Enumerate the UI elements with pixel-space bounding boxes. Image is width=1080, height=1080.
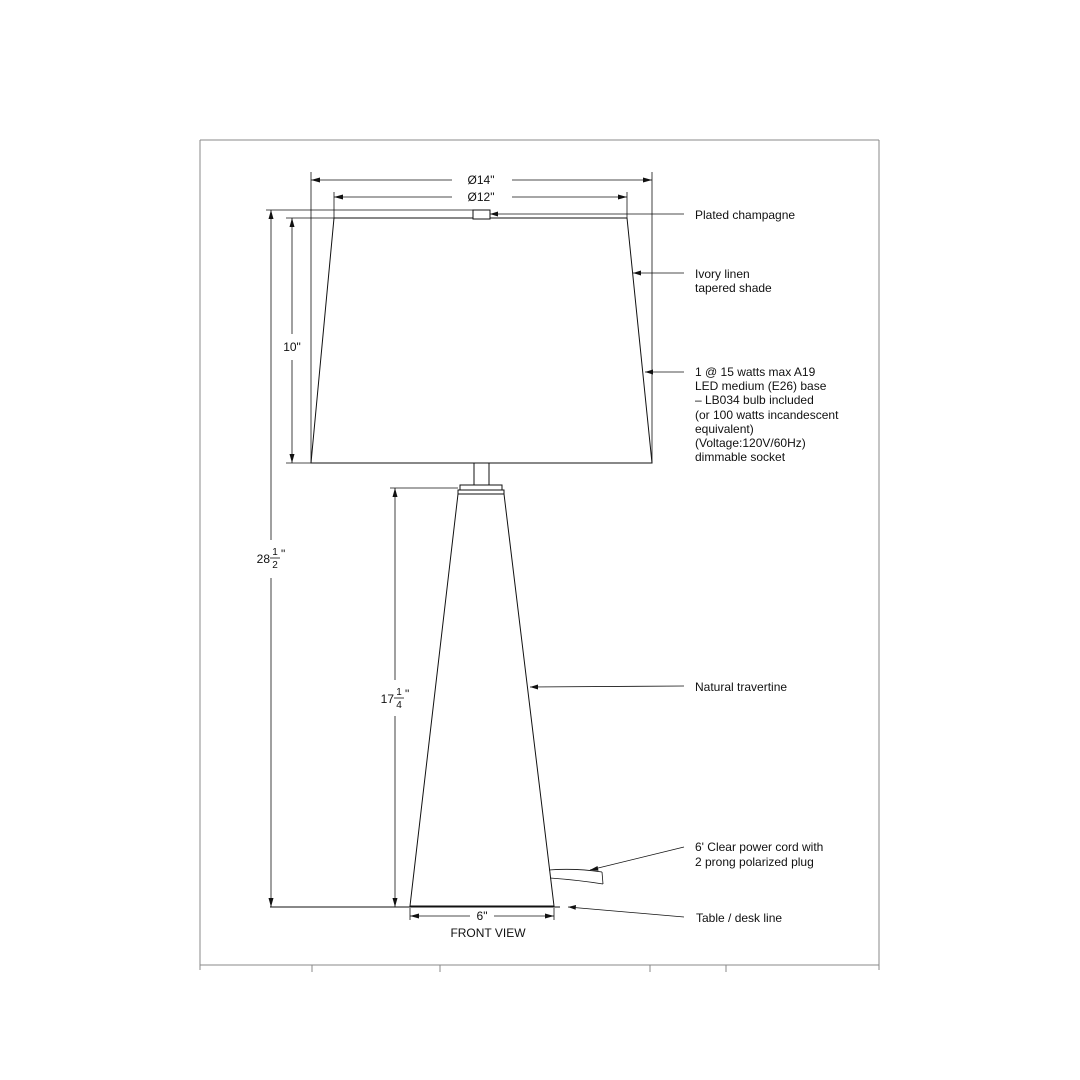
svg-text:6' Clear power cord with: 6' Clear power cord with xyxy=(695,840,824,854)
power-cord xyxy=(549,869,603,884)
callout-body: Natural travertine xyxy=(695,680,788,694)
callout-shade xyxy=(695,267,772,295)
dimension-shade-height-label: 10" xyxy=(283,340,301,354)
svg-text:2 prong polarized plug: 2 prong polarized plug xyxy=(695,855,814,869)
view-label: FRONT VIEW xyxy=(450,926,526,940)
svg-text:equivalent): equivalent) xyxy=(695,422,754,436)
callout-table-line: Table / desk line xyxy=(696,911,783,925)
dimension-base-height-label xyxy=(381,687,410,711)
lamp-body xyxy=(410,494,554,906)
svg-text:": " xyxy=(281,547,286,561)
svg-text:tapered shade: tapered shade xyxy=(695,281,772,295)
dimension-shade-top-diameter-label: Ø12" xyxy=(467,190,495,204)
svg-text:17: 17 xyxy=(380,692,394,706)
svg-text:– LB034 bulb included: – LB034 bulb included xyxy=(695,393,814,407)
svg-text:": " xyxy=(405,687,410,701)
lamp-neck xyxy=(458,463,504,494)
dimension-overall-height-label xyxy=(257,547,286,571)
svg-text:2: 2 xyxy=(272,560,278,571)
dimension-base-width-label: 6" xyxy=(476,909,488,923)
svg-text:1 @ 15 watts max A19: 1 @ 15 watts max A19 xyxy=(695,365,816,379)
dimension-shade-bottom-diameter-label: Ø14" xyxy=(467,173,495,187)
svg-text:dimmable socket: dimmable socket xyxy=(695,450,786,464)
callout-finial: Plated champagne xyxy=(695,208,796,222)
svg-text:28: 28 xyxy=(256,552,270,566)
callout-bulb xyxy=(695,365,839,464)
finial xyxy=(473,210,490,219)
svg-text:(Voltage:120V/60Hz): (Voltage:120V/60Hz) xyxy=(695,436,806,450)
svg-text:1: 1 xyxy=(272,547,278,558)
svg-text:4: 4 xyxy=(396,700,402,711)
svg-text:Ivory linen: Ivory linen xyxy=(695,267,750,281)
svg-text:1: 1 xyxy=(396,687,402,698)
svg-text:(or 100 watts incandescent: (or 100 watts incandescent xyxy=(695,408,839,422)
callout-cord xyxy=(695,840,823,869)
svg-text:LED medium (E26) base: LED medium (E26) base xyxy=(695,379,827,393)
lamp-shade xyxy=(311,218,652,463)
